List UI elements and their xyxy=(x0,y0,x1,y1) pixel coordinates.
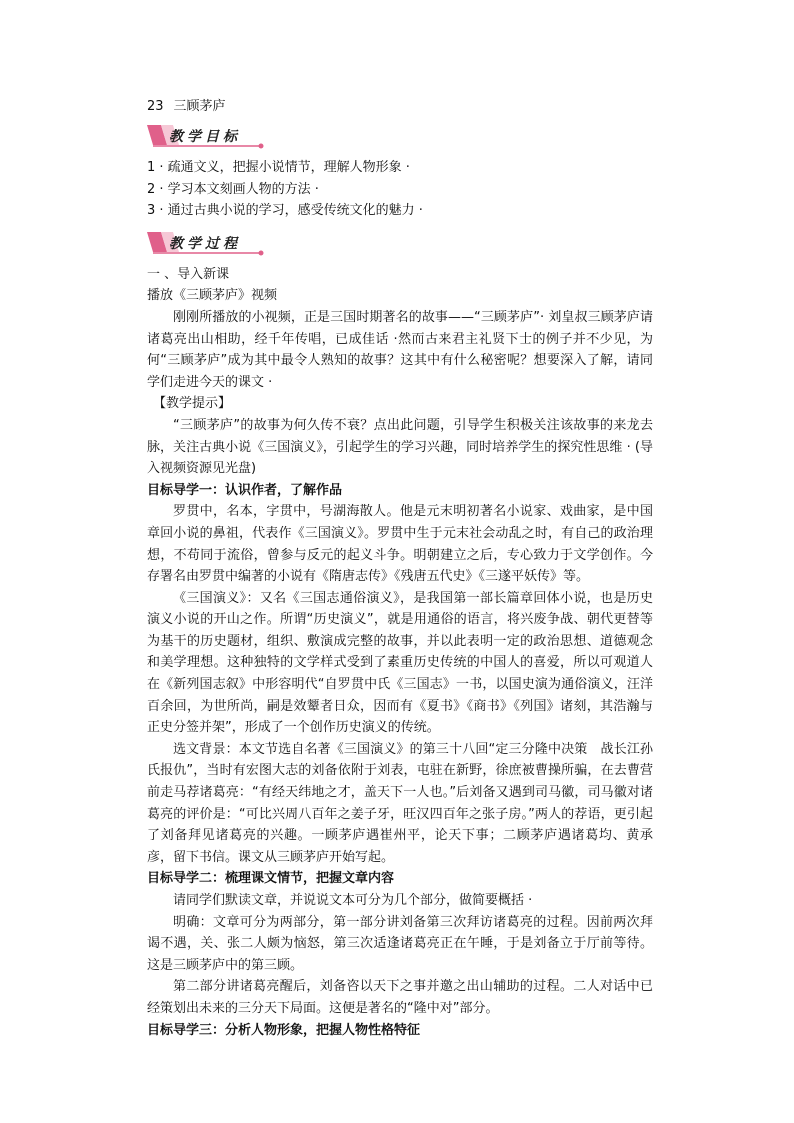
answer-paragraph: 第二部分讲诸葛亮醒后，刘备咨以天下之事并邀之出山辅助的过程。二人对话中已经策划出未来的三分天下局面。这便是著名的“隆中对”部分。 xyxy=(147,979,653,1016)
author-paragraph: 罗贯中，名本，字贯中，号湖海散人。他是元末明初著名小说家、戏曲家，是中国章回小说的鼻祖，代表作《三国演义》。罗贯中生于元末社会动乱之时，有自己的政治理想，不苟同于流俗，曾参与反元的起义斗争。明朝建立之后，专心致力于文学创作。今存署名由罗贯中编著的小说有《隋唐志传》《残唐五代史》《三遂平妖传》等。 xyxy=(147,504,653,585)
process-banner-label: 教学过程 xyxy=(169,235,241,252)
work-paragraph: 《三国演义》：又名《三国志通俗演义》，是我国第一部长篇章回体小说，也是历史演义小说的开山之作。所谓“历史演义”，就是用通俗的语言，将兴废争战、朝代更替等为基干的历史题材，组织、敷演成完整的故事，并以此表明一定的政治思想、道德观念和美学理想。这种独特的文学样式受到了素重历史传统的中国人的喜爱，所以可观道人在《新列国志叙》中形容明代“自罗贯中氏《三国志》一书，以国史演为通俗演义，汪洋百余回，为世所尚，嗣是效颦者日众，因而有《夏书》《商书》《列国》诸刻，其浩瀚与正史分签并架”，形成了一个创作历史演义的传统。 xyxy=(147,590,653,736)
tip-paragraph: “三顾茅庐”的故事为何久传不衰？点出此问题，引导学生积极关注该故事的来龙去脉，关注古典小说《三国演义》，引起学生的学习兴趣，同时培养学生的探究性思维 · (导入视频资源见光盘) xyxy=(147,417,653,477)
answer-paragraph: 明确：文章可分为两部分，第一部分讲刘备第三次拜访诸葛亮的过程。因前两次拜谒不遇，关、张二人颇为恼怒，第三次适逢诸葛亮正在午睡，于是刘备立于厅前等待。这是三顾茅庐中的第三顾。 xyxy=(147,914,653,973)
lesson-title xyxy=(147,97,653,117)
process-banner xyxy=(147,230,267,256)
goals-banner xyxy=(147,123,267,149)
goal-item: 3 · 通过古典小说的学习，感受传统文化的魅力 · xyxy=(147,203,423,219)
guide1-heading: 目标导学一：认识作者，了解作品 xyxy=(147,482,343,498)
intro-paragraph: 刚刚所播放的小视频，正是三国时期著名的故事——“三顾茅庐”· 刘皇叔三顾茅庐请诸葛亮出山相助，经千年传唱，已成佳话 ·然而古来君主礼贤下士的例子并不少见，为何“三顾茅庐”成为其中最令人熟知的故事？这其中有什么秘密呢？想要深入了解，请同学们走进今天的课文 · xyxy=(147,309,653,390)
goals-list xyxy=(147,157,653,222)
video-line: 播放《三顾茅庐》视频 xyxy=(147,288,278,304)
goal-item: 1 · 疏通文义，把握小说情节，理解人物形象 · xyxy=(147,160,410,175)
guide2-heading: 目标导学二：梳理课文情节，把握文章内容 xyxy=(147,871,395,887)
task-paragraph: 请同学们默读文章，并说说文本可分为几个部分，做简要概括 · xyxy=(173,893,533,908)
document-page xyxy=(147,97,653,1041)
lesson-name: 三顾茅庐 xyxy=(173,99,226,114)
goals-banner-label: 教学目标 xyxy=(169,129,241,145)
tip-label: 【教学提示】 xyxy=(153,396,232,412)
guide3-heading: 目标导学三：分析人物形象，把握人物性格特征 xyxy=(147,1022,421,1038)
goal-item: 2 · 学习本文刻画人物的方法 · xyxy=(147,181,319,197)
lesson-number: 23 xyxy=(147,99,164,114)
part1-heading: 一 、导入新课 xyxy=(147,266,230,282)
background-paragraph: 选文背景：本文节选自名著《三国演义》的第三十八回“定三分隆中决策 战长江孙氏报仇”，当时有宏图大志的刘备依附于刘表，屯驻在新野，徐庶被曹操所骗，在去曹营前走马荐诸葛亮：“有经天纬地之才，盖天下一人也。”后刘备又遇到司马徽，司马徽对诸葛亮的评价是：“可比兴周八百年之姜子牙，旺汉四百年之张子房。”两人的荐语，更引起了刘备拜见诸葛亮的兴趣。一顾茅庐遇崔州平，论天下事；二顾茅庐遇诸葛均、黄承彦，留下书信。课文从三顾茅庐开始写起。 xyxy=(147,741,653,865)
